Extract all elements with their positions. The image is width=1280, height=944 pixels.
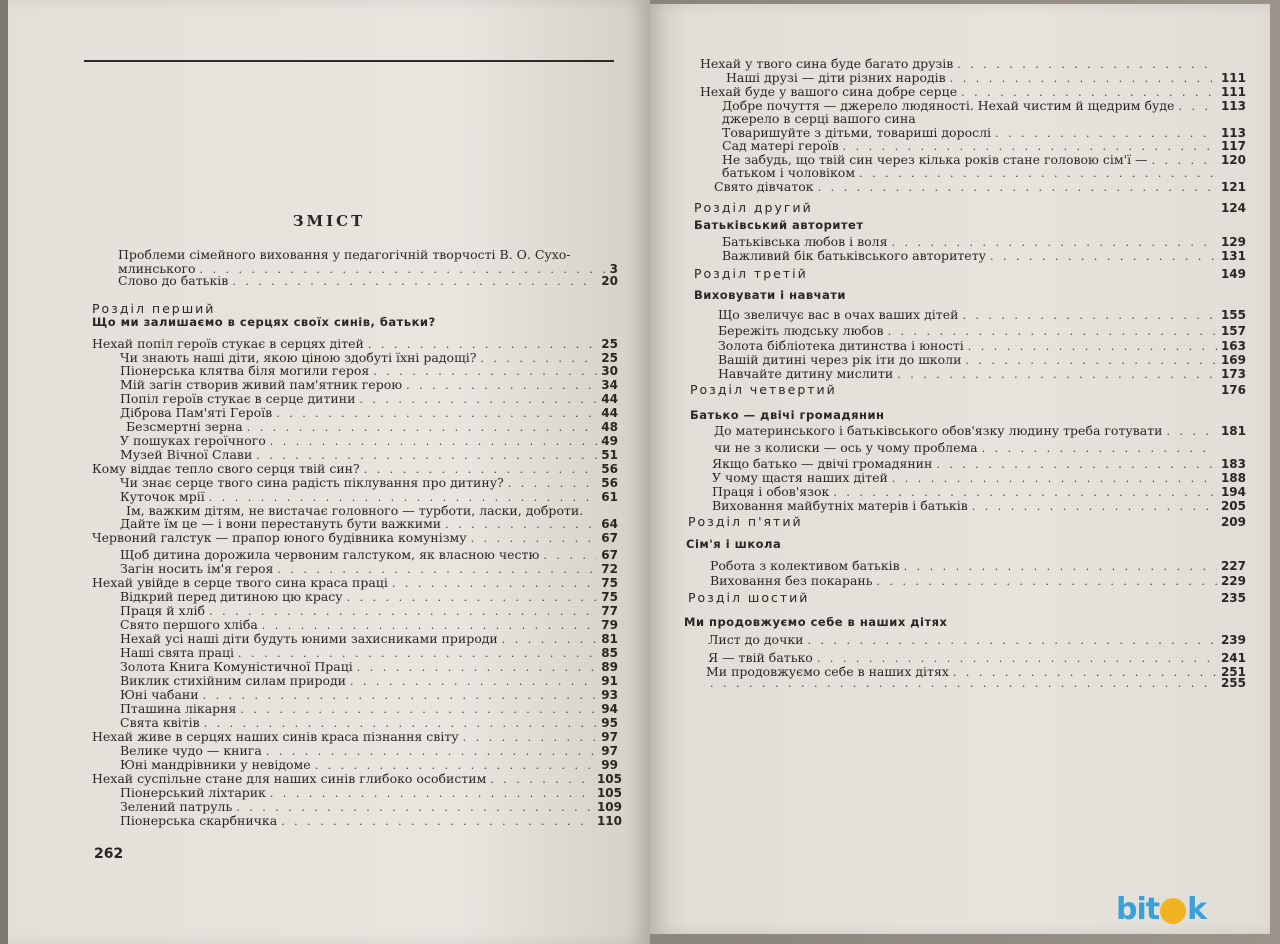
toc-entry (120, 813, 622, 829)
toc-entry (718, 307, 1246, 323)
page-number: 262 (94, 846, 124, 862)
toc-entry-page: 97 (601, 744, 618, 758)
toc-entry-page: 89 (601, 660, 618, 674)
toc-entry (118, 273, 618, 289)
toc-entry (712, 498, 1246, 514)
chapter-title: Що ми залишаємо в серцях своїх синів, батьки? (92, 315, 436, 329)
toc-entry-page: 173 (1220, 367, 1246, 381)
toc-entry-page: 121 (1220, 180, 1246, 194)
section-heading (694, 266, 1246, 282)
toc-entry-page: 61 (601, 490, 618, 504)
toc-entry-title: Розділ другий (694, 200, 813, 215)
leader-dots (904, 559, 1217, 574)
toc-entry-title: Я — твій батько (708, 650, 813, 665)
toc-entry-page: 227 (1220, 559, 1246, 573)
toc-entry-page: 67 (601, 531, 618, 545)
toc-entry-page: 99 (601, 758, 618, 772)
toc-entry-page: 105 (596, 786, 622, 800)
toc-entry-title: Мій загін створив живий пам'ятник герою (120, 377, 403, 392)
chapter-title: Виховувати і навчати (694, 288, 846, 302)
toc-entry-title: Нехай увійде в серце твого сина краса праці (92, 575, 388, 590)
toc-entry-title: Якщо батько — двічі громадянин (712, 456, 933, 471)
toc-entry-title: Виховання майбутніх матерів і батьків (712, 498, 968, 513)
toc-entry-title: Праця й хліб (120, 603, 206, 618)
toc-entry-page: 105 (596, 772, 622, 786)
toc-entry-page: 109 (596, 800, 622, 814)
toc-entry-line: Ім, важким дітям, не вистачає головного — турботи, ласки, доброти. (126, 503, 584, 518)
toc-entry-page: 110 (596, 814, 622, 828)
toc-entry-title: Відкрий перед дитиною цю красу (120, 589, 343, 604)
leader-dots (962, 308, 1217, 323)
toc-entry-page: 75 (601, 590, 618, 604)
toc-entry-page: 48 (601, 420, 618, 434)
toc-entry-title: Що звеличує вас в очах ваших дітей (718, 307, 959, 322)
toc-entry-page: 75 (601, 576, 618, 590)
toc-entry-title: Добре почуття — джерело людяності. Нехай чистим й щедрим буде (722, 98, 1175, 113)
toc-entry-page: 188 (1220, 471, 1246, 485)
section-heading (688, 514, 1246, 530)
toc-entry-title: Розділ шостий (688, 590, 810, 605)
toc-entry-page: 181 (1220, 424, 1246, 438)
toc-entry-page: 91 (601, 674, 618, 688)
toc-entry-title: Бережіть людську любов (718, 323, 884, 338)
toc-entry-page: 113 (1220, 126, 1246, 140)
toc-entry-page: 235 (1220, 591, 1246, 605)
toc-entry-title: Нехай буде у вашого сина добре серце (700, 84, 958, 99)
toc-entry (714, 179, 1246, 195)
toc-entry (718, 366, 1246, 382)
toc-entry-page: 169 (1220, 353, 1246, 367)
toc-entry-title: Куточок мрії (120, 489, 205, 504)
toc-entry-page: 251 (1220, 665, 1246, 679)
toc-entry-page: 94 (601, 702, 618, 716)
toc-entry-title: Велике чудо — книга (120, 743, 262, 758)
toc-entry-page: 229 (1220, 574, 1246, 588)
toc-entry-title: Діброва Пам'яті Героїв (120, 405, 273, 420)
toc-entry-title: Не забудь, що твій син через кілька років стане головою сім'ї — (722, 152, 1148, 167)
toc-entry-page: 56 (601, 476, 618, 490)
toc-entry-title: Попіл героїв стукає в серце дитини (120, 391, 356, 406)
toc-entry-page: 183 (1220, 457, 1246, 471)
toc-entry-title: Чи знають наші діти, якою ціною здобуті їхні радощі? (120, 350, 477, 365)
leader-dots (877, 574, 1217, 589)
toc-entry-title: Юні чабани (120, 687, 199, 702)
toc-entry-page: 34 (601, 378, 618, 392)
toc-entry-title: У чому щастя наших дітей (712, 470, 888, 485)
toc-entry-title: Нехай живе в серцях наших синів краса пізнання світу (92, 729, 459, 744)
toc-entry (718, 323, 1246, 339)
toc-entry-page: 124 (1220, 201, 1246, 215)
leader-dots (710, 676, 1217, 691)
leader-dots (471, 531, 598, 546)
section-heading (688, 590, 1246, 606)
toc-entry-title: Робота з колективом батьків (710, 558, 900, 573)
toc-entry-page: 111 (1220, 71, 1246, 85)
toc-entry-page: 81 (601, 632, 618, 646)
toc-entry-title: Золота Книга Комуністичної Праці (120, 659, 353, 674)
toc-entry-page: 67 (601, 548, 618, 562)
toc-entry-title: Лист до дочки (708, 632, 804, 647)
toc-entry-title: Чи знає серце твого сина радість піклування про дитину? (120, 475, 504, 490)
toc-entry-page: 25 (601, 337, 618, 351)
toc-entry-line: Проблеми сімейного виховання у педагогічній творчості В. О. Сухо- (118, 247, 571, 262)
toc-entry-page: 30 (601, 364, 618, 378)
toc-entry-title: Наші свята праці (120, 645, 235, 660)
toc-entry-title: Нехай усі наші діти будуть юними захисниками природи (120, 631, 498, 646)
toc-entry (722, 248, 1246, 264)
section-heading (690, 382, 1246, 398)
header-rule (84, 60, 614, 62)
toc-entry-title: Золота бібліотека дитинства і юності (718, 338, 964, 353)
toc-entry-page: 255 (1220, 676, 1246, 690)
toc-entry-title: Розділ четвертий (690, 382, 837, 397)
toc-entry-title: батьком і чоловіком (722, 165, 856, 180)
toc-entry-title: Ми продовжуємо себе в наших дітях (706, 664, 949, 679)
leader-dots (818, 180, 1217, 195)
chapter-title: Ми продовжуємо себе в наших дітях (684, 615, 948, 629)
leader-dots (972, 499, 1217, 514)
toc-entry-page: 149 (1220, 267, 1246, 281)
right-page (650, 4, 1270, 934)
chapter-title: Батьківський авторитет (694, 218, 864, 232)
toc-entry-title: Батьківська любов і воля (722, 234, 888, 249)
toc-entry-page: 20 (601, 274, 618, 288)
toc-entry-title: До материнського і батьківського обов'язку людину треба готувати (714, 423, 1163, 438)
toc-entry-page: 72 (601, 562, 618, 576)
toc-entry-page: 113 (1220, 99, 1246, 113)
toc-entry (710, 573, 1246, 589)
toc-entry-page: 64 (601, 517, 618, 531)
toc-entry-line: джерело в серці вашого сина (722, 111, 916, 126)
toc-entry-page: 120 (1220, 153, 1246, 167)
toc-entry-title: У пошуках героїчного (120, 433, 266, 448)
leader-dots (888, 324, 1217, 339)
section-heading (694, 200, 1246, 216)
toc-entry-title: Безсмертні зерна (126, 419, 243, 434)
toc-entry-title: Слово до батьків (118, 273, 229, 288)
toc-entry-title: Виховання без покарань (710, 573, 873, 588)
leader-dots (1178, 99, 1216, 114)
toc-entry-title: Юні мандрівники у невідоме (120, 757, 311, 772)
chapter-title: Батько — двічі громадянин (690, 408, 885, 422)
toc-entry-page: 176 (1220, 383, 1246, 397)
toc-entry (714, 440, 1214, 456)
logo-circle-icon (1160, 898, 1186, 924)
toc-entry-page: 209 (1220, 515, 1246, 529)
toc-entry-title: Загін носить ім'я героя (120, 561, 274, 576)
toc-entry-page: 111 (1220, 85, 1246, 99)
toc-entry-page: 49 (601, 434, 618, 448)
toc-entry-page: 157 (1220, 324, 1246, 338)
toc-entry-title: Кому віддає тепло свого серця твій син? (92, 461, 360, 476)
toc-entry-title: млинського (118, 261, 196, 276)
toc-entry-page: 97 (601, 730, 618, 744)
toc-entry-title: Піонерська клятва біля могили героя (120, 363, 370, 378)
leader-dots (990, 249, 1217, 264)
watermark-suffix: k (1187, 892, 1207, 927)
toc-entry-title: Нехай попіл героїв стукає в серцях дітей (92, 336, 364, 351)
toc-entry-page: 205 (1220, 499, 1246, 513)
toc-entry-page: 85 (601, 646, 618, 660)
toc-entry-title: Розділ третій (694, 266, 808, 281)
toc-entry-page: 194 (1220, 485, 1246, 499)
toc-entry-title: Товаришуйте з дітьми, товариші дорослі (722, 125, 992, 140)
toc-entry-title: Свята квітів (120, 715, 200, 730)
toc-entry-page: 25 (601, 351, 618, 365)
toc-entry-title: Піонерська скарбничка (120, 813, 278, 828)
toc-entry-page: 129 (1220, 235, 1246, 249)
toc-entry-page: 56 (601, 462, 618, 476)
toc-entry-page: 117 (1220, 139, 1246, 153)
left-page (8, 0, 650, 944)
toc-entry-title: Свято першого хліба (120, 617, 258, 632)
leader-dots (1166, 424, 1216, 439)
toc-entry-page: 95 (601, 716, 618, 730)
toc-entry-title: Виклик стихійним силам природи (120, 673, 347, 688)
toc-entry-page: 77 (601, 604, 618, 618)
toc-entry-title: Наші друзі — діти різних народів (726, 70, 946, 85)
toc-entry-title: Дайте їм це — і вони перестануть бути важкими (120, 516, 442, 531)
toc-entry-page: 239 (1220, 633, 1246, 647)
toc-entry-title: Важливий бік батьківського авторитету (722, 248, 986, 263)
chapter-title: Сім'я і школа (686, 537, 782, 551)
toc-entry-page: 44 (601, 406, 618, 420)
toc-entry-title: Щоб дитина дорожила червоним галстуком, як власною честю (120, 547, 540, 562)
leader-dots (982, 441, 1210, 456)
toc-entry-title: Пташина лікарня (120, 701, 237, 716)
toc-entry (92, 530, 618, 546)
toc-entry-title: Вашій дитині через рік іти до школи (718, 352, 962, 367)
toc-entry-title: Музей Вічної Слави (120, 447, 253, 462)
toc-entry-title: Нехай суспільне стане для наших синів глибоко особистим (92, 771, 487, 786)
toc-entry-page: 79 (601, 618, 618, 632)
contents-title: ЗМІСТ (292, 212, 366, 230)
toc-entry-page: 163 (1220, 339, 1246, 353)
toc-entry (714, 423, 1246, 439)
section-heading: Розділ перший (92, 301, 216, 316)
toc-entry (708, 632, 1246, 648)
leader-dots (232, 274, 597, 289)
watermark-prefix: bit (1116, 892, 1160, 927)
toc-entry-title: Піонерський ліхтарик (120, 785, 266, 800)
toc-entry-page: 3 (609, 262, 618, 276)
toc-entry-page: 155 (1220, 308, 1246, 322)
toc-entry (706, 676, 1246, 691)
toc-entry-page: 44 (601, 392, 618, 406)
toc-entry-page: 241 (1220, 651, 1246, 665)
toc-entry-title: Зелений патруль (120, 799, 233, 814)
toc-entry-title: чи не з колиски — ось у чому проблема (714, 440, 978, 455)
toc-entry-page: 51 (601, 448, 618, 462)
toc-entry-title: Розділ п'ятий (688, 514, 803, 529)
toc-entry-title: Червоний галстук — прапор юного будівника комунізму (92, 530, 467, 545)
toc-entry-page: 93 (601, 688, 618, 702)
toc-entry-page: 131 (1220, 249, 1246, 263)
toc-entry-title: Свято дівчаток (714, 179, 814, 194)
toc-entry-title: Навчайте дитину мислити (718, 366, 894, 381)
watermark-logo (1116, 892, 1206, 927)
toc-entry-title: Праця і обов'язок (712, 484, 830, 499)
leader-dots (807, 633, 1216, 648)
toc-entry-title: Сад матері героїв (722, 138, 839, 153)
toc-entry-title: Нехай у твого сина буде багато друзів (700, 56, 954, 71)
toc-entry (710, 558, 1246, 574)
leader-dots (897, 367, 1217, 382)
leader-dots (281, 814, 593, 829)
